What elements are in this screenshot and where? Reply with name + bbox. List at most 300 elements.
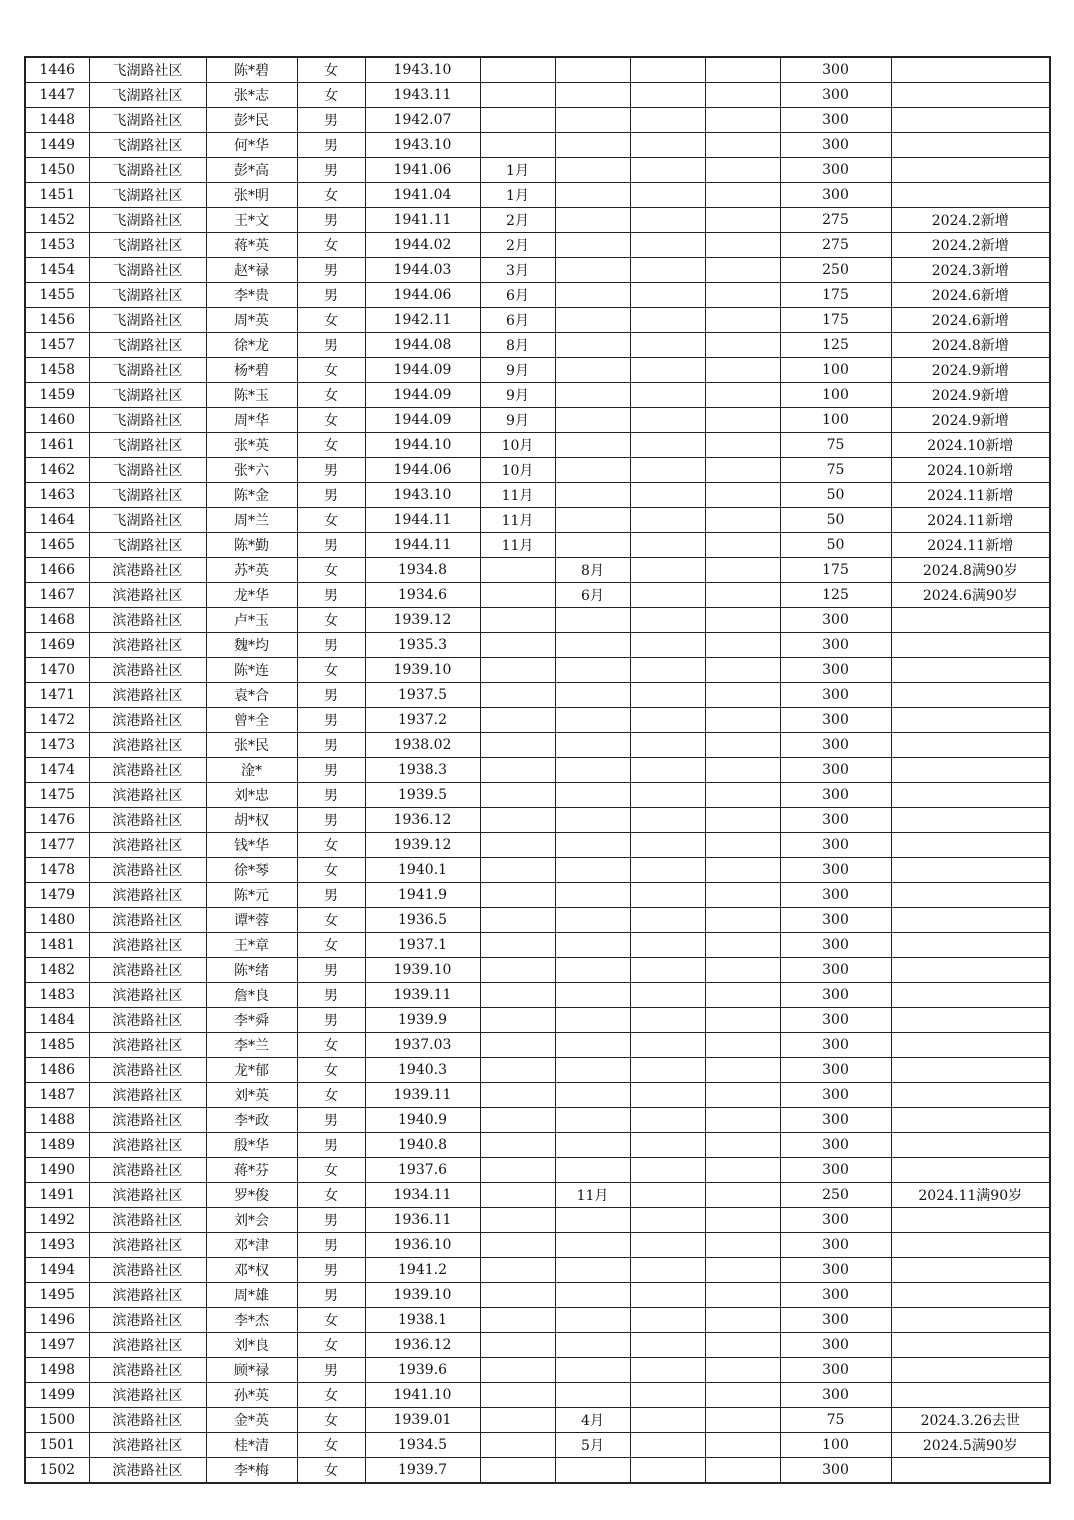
blank-cell — [705, 658, 780, 683]
gender: 男 — [297, 883, 365, 908]
blank-cell — [630, 1458, 705, 1484]
table-row — [25, 258, 1050, 283]
ninety-month-cell: 6月 — [555, 583, 630, 608]
person-name: 王*章 — [206, 933, 297, 958]
community-name: 飞湖路社区 — [89, 458, 206, 483]
remark — [891, 1058, 1050, 1083]
table-row — [25, 433, 1050, 458]
subsidy-amount: 300 — [780, 958, 891, 983]
community-name: 滨港路社区 — [89, 808, 206, 833]
person-name: 陈*碧 — [206, 57, 297, 83]
blank-cell — [705, 483, 780, 508]
row-number: 1485 — [25, 1033, 89, 1058]
blank-cell — [630, 733, 705, 758]
row-number: 1458 — [25, 358, 89, 383]
row-number: 1494 — [25, 1258, 89, 1283]
ninety-month-cell — [555, 958, 630, 983]
row-number: 1487 — [25, 1083, 89, 1108]
ninety-month-cell — [555, 1333, 630, 1358]
remark — [891, 1108, 1050, 1133]
blank-cell — [705, 233, 780, 258]
remark — [891, 1258, 1050, 1283]
subsidy-amount: 300 — [780, 1458, 891, 1484]
blank-cell — [705, 308, 780, 333]
start-month-cell — [480, 683, 555, 708]
community-name: 滨港路社区 — [89, 833, 206, 858]
community-name: 飞湖路社区 — [89, 433, 206, 458]
gender: 女 — [297, 57, 365, 83]
subsidy-amount: 300 — [780, 658, 891, 683]
blank-cell — [705, 533, 780, 558]
blank-cell — [630, 333, 705, 358]
birth-date: 1940.1 — [365, 858, 480, 883]
community-name: 滨港路社区 — [89, 908, 206, 933]
blank-cell — [630, 633, 705, 658]
row-number: 1447 — [25, 83, 89, 108]
birth-date: 1944.10 — [365, 433, 480, 458]
row-number: 1463 — [25, 483, 89, 508]
row-number: 1490 — [25, 1158, 89, 1183]
row-number: 1453 — [25, 233, 89, 258]
row-number: 1499 — [25, 1383, 89, 1408]
blank-cell — [705, 1108, 780, 1133]
blank-cell — [630, 1183, 705, 1208]
remark — [891, 1308, 1050, 1333]
gender: 女 — [297, 558, 365, 583]
community-name: 滨港路社区 — [89, 1083, 206, 1108]
blank-cell — [705, 558, 780, 583]
ninety-month-cell — [555, 1208, 630, 1233]
person-name: 刘*忠 — [206, 783, 297, 808]
row-number: 1446 — [25, 57, 89, 83]
start-month-cell — [480, 1158, 555, 1183]
subsidy-amount: 300 — [780, 1333, 891, 1358]
start-month-cell: 9月 — [480, 408, 555, 433]
start-month-cell: 6月 — [480, 308, 555, 333]
gender: 女 — [297, 233, 365, 258]
person-name: 李*舜 — [206, 1008, 297, 1033]
gender: 男 — [297, 1358, 365, 1383]
community-name: 飞湖路社区 — [89, 57, 206, 83]
gender: 男 — [297, 458, 365, 483]
start-month-cell — [480, 658, 555, 683]
blank-cell — [705, 1458, 780, 1484]
remark — [891, 633, 1050, 658]
ninety-month-cell — [555, 533, 630, 558]
row-number: 1450 — [25, 158, 89, 183]
ninety-month-cell — [555, 658, 630, 683]
start-month-cell — [480, 958, 555, 983]
blank-cell — [705, 708, 780, 733]
community-name: 滨港路社区 — [89, 1258, 206, 1283]
blank-cell — [705, 733, 780, 758]
blank-cell — [630, 83, 705, 108]
table-row — [25, 633, 1050, 658]
subsidy-amount: 125 — [780, 333, 891, 358]
row-number: 1497 — [25, 1333, 89, 1358]
row-number: 1482 — [25, 958, 89, 983]
row-number: 1475 — [25, 783, 89, 808]
community-name: 滨港路社区 — [89, 1158, 206, 1183]
row-number: 1468 — [25, 608, 89, 633]
table-row — [25, 57, 1050, 83]
person-name: 李*兰 — [206, 1033, 297, 1058]
blank-cell — [705, 1283, 780, 1308]
subsidy-amount: 75 — [780, 433, 891, 458]
remark — [891, 1333, 1050, 1358]
subsidy-amount: 300 — [780, 1083, 891, 1108]
gender: 男 — [297, 208, 365, 233]
remark — [891, 608, 1050, 633]
community-name: 滨港路社区 — [89, 1108, 206, 1133]
blank-cell — [630, 283, 705, 308]
gender: 男 — [297, 633, 365, 658]
person-name: 张*明 — [206, 183, 297, 208]
remark — [891, 1083, 1050, 1108]
gender: 女 — [297, 1333, 365, 1358]
gender: 女 — [297, 383, 365, 408]
ninety-month-cell — [555, 733, 630, 758]
table-row — [25, 1458, 1050, 1484]
subsidy-amount: 300 — [780, 683, 891, 708]
remark: 2024.8新增 — [891, 333, 1050, 358]
table-row — [25, 483, 1050, 508]
subsidy-amount: 50 — [780, 533, 891, 558]
table-row — [25, 1433, 1050, 1458]
row-number: 1491 — [25, 1183, 89, 1208]
table-row — [25, 983, 1050, 1008]
subsidy-amount: 300 — [780, 833, 891, 858]
row-number: 1451 — [25, 183, 89, 208]
blank-cell — [705, 1033, 780, 1058]
table-row — [25, 858, 1050, 883]
remark — [891, 1208, 1050, 1233]
start-month-cell — [480, 1008, 555, 1033]
ninety-month-cell — [555, 1158, 630, 1183]
person-name: 陈*金 — [206, 483, 297, 508]
start-month-cell — [480, 983, 555, 1008]
community-name: 滨港路社区 — [89, 608, 206, 633]
start-month-cell — [480, 933, 555, 958]
ninety-month-cell — [555, 1008, 630, 1033]
person-name: 王*文 — [206, 208, 297, 233]
blank-cell — [630, 133, 705, 158]
remark — [891, 1233, 1050, 1258]
blank-cell — [705, 1383, 780, 1408]
community-name: 滨港路社区 — [89, 758, 206, 783]
start-month-cell — [480, 1433, 555, 1458]
start-month-cell — [480, 583, 555, 608]
start-month-cell — [480, 108, 555, 133]
blank-cell — [630, 158, 705, 183]
subsidy-amount: 300 — [780, 1058, 891, 1083]
row-number: 1471 — [25, 683, 89, 708]
person-name: 胡*权 — [206, 808, 297, 833]
person-name: 张*志 — [206, 83, 297, 108]
blank-cell — [705, 808, 780, 833]
blank-cell — [705, 283, 780, 308]
table-row — [25, 708, 1050, 733]
gender: 女 — [297, 858, 365, 883]
start-month-cell — [480, 908, 555, 933]
remark — [891, 183, 1050, 208]
community-name: 飞湖路社区 — [89, 183, 206, 208]
blank-cell — [630, 483, 705, 508]
start-month-cell: 10月 — [480, 433, 555, 458]
row-number: 1465 — [25, 533, 89, 558]
birth-date: 1939.10 — [365, 1283, 480, 1308]
person-name: 刘*良 — [206, 1333, 297, 1358]
community-name: 飞湖路社区 — [89, 108, 206, 133]
person-name: 刘*英 — [206, 1083, 297, 1108]
community-name: 滨港路社区 — [89, 858, 206, 883]
community-name: 飞湖路社区 — [89, 158, 206, 183]
subsidy-amount: 300 — [780, 908, 891, 933]
start-month-cell: 11月 — [480, 483, 555, 508]
community-name: 滨港路社区 — [89, 583, 206, 608]
blank-cell — [630, 1083, 705, 1108]
gender: 女 — [297, 833, 365, 858]
row-number: 1460 — [25, 408, 89, 433]
birth-date: 1939.11 — [365, 983, 480, 1008]
blank-cell — [630, 558, 705, 583]
row-number: 1502 — [25, 1458, 89, 1484]
community-name: 滨港路社区 — [89, 983, 206, 1008]
birth-date: 1944.03 — [365, 258, 480, 283]
table-row — [25, 783, 1050, 808]
start-month-cell: 2月 — [480, 208, 555, 233]
person-name: 何*华 — [206, 133, 297, 158]
start-month-cell — [480, 1383, 555, 1408]
ninety-month-cell — [555, 608, 630, 633]
blank-cell — [630, 1433, 705, 1458]
gender: 男 — [297, 333, 365, 358]
person-name: 陈*勤 — [206, 533, 297, 558]
start-month-cell — [480, 633, 555, 658]
blank-cell — [705, 408, 780, 433]
gender: 女 — [297, 658, 365, 683]
remark: 2024.10新增 — [891, 458, 1050, 483]
gender: 男 — [297, 258, 365, 283]
person-name: 谭*蓉 — [206, 908, 297, 933]
birth-date: 1938.3 — [365, 758, 480, 783]
blank-cell — [630, 358, 705, 383]
community-name: 飞湖路社区 — [89, 508, 206, 533]
subsidy-amount: 300 — [780, 83, 891, 108]
table-row — [25, 683, 1050, 708]
gender: 男 — [297, 758, 365, 783]
ninety-month-cell — [555, 1308, 630, 1333]
gender: 男 — [297, 108, 365, 133]
table-row — [25, 1258, 1050, 1283]
start-month-cell: 8月 — [480, 333, 555, 358]
start-month-cell: 11月 — [480, 533, 555, 558]
start-month-cell: 3月 — [480, 258, 555, 283]
community-name: 滨港路社区 — [89, 1033, 206, 1058]
blank-cell — [630, 1208, 705, 1233]
ninety-month-cell — [555, 858, 630, 883]
birth-date: 1939.10 — [365, 958, 480, 983]
remark — [891, 908, 1050, 933]
remark: 2024.9新增 — [891, 383, 1050, 408]
start-month-cell — [480, 758, 555, 783]
birth-date: 1936.5 — [365, 908, 480, 933]
row-number: 1464 — [25, 508, 89, 533]
person-name: 陈*绪 — [206, 958, 297, 983]
birth-date: 1939.12 — [365, 608, 480, 633]
blank-cell — [630, 208, 705, 233]
table-row — [25, 908, 1050, 933]
start-month-cell — [480, 1233, 555, 1258]
ninety-month-cell — [555, 158, 630, 183]
subsidy-amount: 300 — [780, 1133, 891, 1158]
row-number: 1449 — [25, 133, 89, 158]
gender: 男 — [297, 1208, 365, 1233]
remark: 2024.9新增 — [891, 408, 1050, 433]
start-month-cell — [480, 1458, 555, 1484]
person-name: 周*华 — [206, 408, 297, 433]
remark — [891, 108, 1050, 133]
remark — [891, 158, 1050, 183]
remark — [891, 1458, 1050, 1484]
ninety-month-cell — [555, 1133, 630, 1158]
gender: 男 — [297, 533, 365, 558]
birth-date: 1943.10 — [365, 133, 480, 158]
ninety-month-cell — [555, 1358, 630, 1383]
gender: 女 — [297, 1083, 365, 1108]
blank-cell — [705, 333, 780, 358]
birth-date: 1936.10 — [365, 1233, 480, 1258]
birth-date: 1940.8 — [365, 1133, 480, 1158]
blank-cell — [630, 958, 705, 983]
subsidy-amount: 125 — [780, 583, 891, 608]
person-name: 邓*权 — [206, 1258, 297, 1283]
start-month-cell — [480, 1358, 555, 1383]
ninety-month-cell: 11月 — [555, 1183, 630, 1208]
start-month-cell: 10月 — [480, 458, 555, 483]
blank-cell — [705, 1133, 780, 1158]
blank-cell — [705, 458, 780, 483]
row-number: 1484 — [25, 1008, 89, 1033]
start-month-cell: 6月 — [480, 283, 555, 308]
remark: 2024.6满90岁 — [891, 583, 1050, 608]
person-name: 罗*俊 — [206, 1183, 297, 1208]
gender: 女 — [297, 1408, 365, 1433]
remark: 2024.10新增 — [891, 433, 1050, 458]
remark — [891, 683, 1050, 708]
gender: 女 — [297, 1158, 365, 1183]
blank-cell — [630, 1383, 705, 1408]
birth-date: 1944.08 — [365, 333, 480, 358]
blank-cell — [630, 833, 705, 858]
ninety-month-cell — [555, 258, 630, 283]
ninety-month-cell — [555, 1258, 630, 1283]
person-name: 李*杰 — [206, 1308, 297, 1333]
blank-cell — [705, 1208, 780, 1233]
ninety-month-cell — [555, 908, 630, 933]
remark: 2024.2新增 — [891, 233, 1050, 258]
blank-cell — [705, 433, 780, 458]
birth-date: 1937.03 — [365, 1033, 480, 1058]
ninety-month-cell — [555, 1383, 630, 1408]
table-row — [25, 1208, 1050, 1233]
start-month-cell — [480, 558, 555, 583]
ninety-month-cell — [555, 408, 630, 433]
birth-date: 1936.12 — [365, 808, 480, 833]
community-name: 滨港路社区 — [89, 1008, 206, 1033]
blank-cell — [705, 57, 780, 83]
subsidy-amount: 300 — [780, 783, 891, 808]
blank-cell — [630, 108, 705, 133]
subsidy-amount: 175 — [780, 283, 891, 308]
ninety-month-cell — [555, 383, 630, 408]
subsidy-amount: 300 — [780, 733, 891, 758]
table-row — [25, 1033, 1050, 1058]
person-name: 徐*龙 — [206, 333, 297, 358]
gender: 女 — [297, 183, 365, 208]
table-row — [25, 1133, 1050, 1158]
remark — [891, 783, 1050, 808]
subsidy-amount: 300 — [780, 57, 891, 83]
birth-date: 1939.7 — [365, 1458, 480, 1484]
blank-cell — [630, 933, 705, 958]
table-row — [25, 283, 1050, 308]
row-number: 1467 — [25, 583, 89, 608]
subsidy-amount: 300 — [780, 1033, 891, 1058]
community-name: 飞湖路社区 — [89, 533, 206, 558]
table-row — [25, 208, 1050, 233]
row-number: 1461 — [25, 433, 89, 458]
subsidy-amount: 300 — [780, 983, 891, 1008]
table-row — [25, 583, 1050, 608]
subsidy-amount: 300 — [780, 858, 891, 883]
blank-cell — [630, 1158, 705, 1183]
row-number: 1462 — [25, 458, 89, 483]
community-name: 滨港路社区 — [89, 558, 206, 583]
subsidy-amount: 300 — [780, 1283, 891, 1308]
birth-date: 1941.06 — [365, 158, 480, 183]
community-name: 飞湖路社区 — [89, 358, 206, 383]
table-row — [25, 308, 1050, 333]
remark — [891, 83, 1050, 108]
start-month-cell — [480, 1083, 555, 1108]
blank-cell — [705, 383, 780, 408]
gender: 女 — [297, 1033, 365, 1058]
subsidy-amount: 300 — [780, 1233, 891, 1258]
community-name: 滨港路社区 — [89, 958, 206, 983]
subsidy-amount: 100 — [780, 408, 891, 433]
start-month-cell — [480, 1033, 555, 1058]
birth-date: 1938.1 — [365, 1308, 480, 1333]
ninety-month-cell — [555, 108, 630, 133]
table-row — [25, 1333, 1050, 1358]
start-month-cell — [480, 133, 555, 158]
subsidy-amount: 300 — [780, 1108, 891, 1133]
birth-date: 1935.3 — [365, 633, 480, 658]
gender: 女 — [297, 933, 365, 958]
remark: 2024.9新增 — [891, 358, 1050, 383]
person-name: 殷*华 — [206, 1133, 297, 1158]
table-row — [25, 383, 1050, 408]
subsidy-amount: 100 — [780, 1433, 891, 1458]
birth-date: 1934.11 — [365, 1183, 480, 1208]
subsidy-amount: 300 — [780, 133, 891, 158]
row-number: 1469 — [25, 633, 89, 658]
person-name: 蒋*英 — [206, 233, 297, 258]
row-number: 1452 — [25, 208, 89, 233]
blank-cell — [705, 158, 780, 183]
table-row — [25, 508, 1050, 533]
